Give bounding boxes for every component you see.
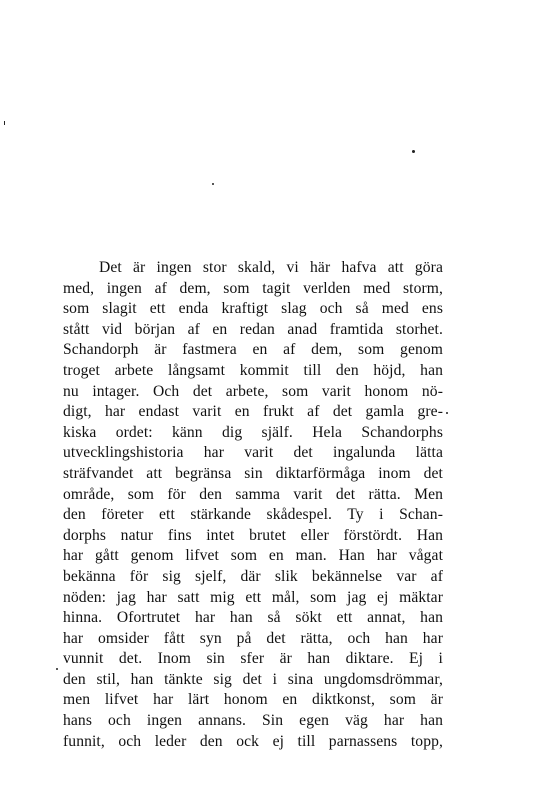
text-line: vunnit det. Inom sin sfer är han diktare. Ej i — [63, 650, 443, 668]
text-line: hans och ingen annans. Sin egen väg har han — [63, 712, 443, 730]
text-line: nöden: jag har satt mig ett mål, som jag ej mäktar — [63, 588, 443, 606]
text-line: har omsider fått syn på det rätta, och han har — [63, 629, 443, 647]
text-line: stått vid början af en redan anad framtida storhet. — [63, 320, 443, 338]
text-line: utvecklingshistoria har varit det ingalunda lätta — [63, 444, 443, 462]
ink-speck — [446, 412, 448, 414]
text-line: Schandorph är fastmera en af dem, som genom — [63, 341, 443, 359]
text-line: den företer ett stärkande skådespel. Ty i Schan- — [63, 506, 443, 524]
ink-speck — [4, 121, 5, 125]
text-line: kiska ordet: känn dig själf. Hela Schandorphs — [63, 423, 443, 441]
text-line: Det är ingen stor skald, vi här hafva att göra — [99, 259, 443, 276]
text-line: som slagit ett enda kraftigt slag och så med ens — [63, 300, 443, 318]
text-line: sträfvandet att begränsa sin diktarförmåga inom det — [63, 464, 443, 482]
text-line: troget arbete långsamt kommit till den höjd, han — [63, 361, 443, 379]
text-line: har gått genom lifvet som en man. Han har vågat — [63, 547, 443, 565]
ink-speck — [212, 183, 214, 185]
text-line: med, ingen af dem, som tagit verlden med storm, — [63, 279, 443, 297]
text-line: nu intager. Och det arbete, som varit honom nö- — [63, 382, 443, 400]
text-line: den stil, han tänkte sig det i sina ungdomsdrömmar, — [63, 670, 443, 688]
text-line: område, som för den samma varit det rätta. Men — [63, 485, 443, 503]
ink-speck — [56, 668, 58, 670]
text-line: digt, har endast varit en frukt af det gamla gre- — [63, 403, 443, 421]
body-paragraph — [63, 258, 443, 752]
text-line: funnit, och leder den ock ej till parnassens topp, — [63, 732, 443, 750]
text-line: bekänna för sig sjelf, där slik bekännelse var af — [63, 567, 443, 585]
ink-speck — [412, 150, 415, 153]
text-line: hinna. Ofortrutet har han så sökt ett annat, han — [63, 609, 443, 627]
text-line: dorphs natur fins intet brutet eller förstördt. Han — [63, 526, 443, 544]
text-line: men lifvet har lärt honom en diktkonst, som är — [63, 691, 443, 709]
